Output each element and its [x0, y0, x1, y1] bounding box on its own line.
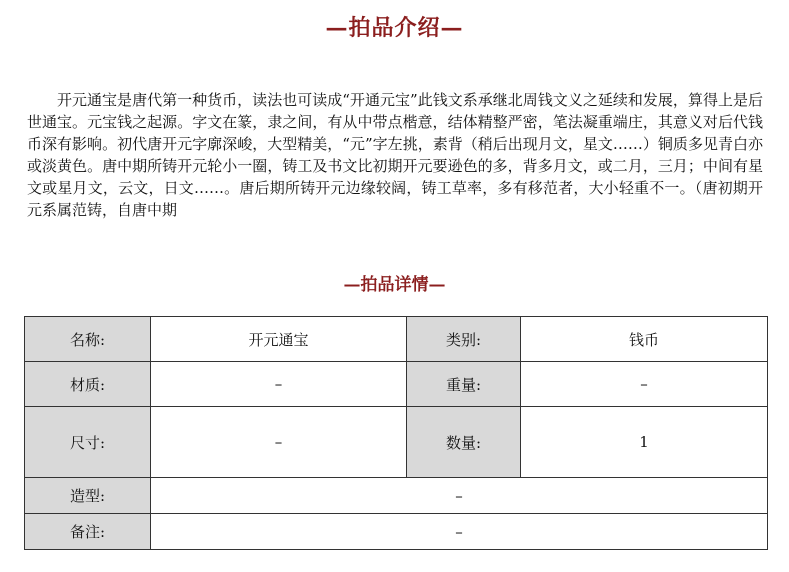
table-row	[25, 317, 768, 362]
category-label: 类别:	[407, 317, 521, 362]
table-row	[25, 362, 768, 407]
weight-value: –	[521, 362, 768, 407]
name-value: 开元通宝	[151, 317, 407, 362]
size-value: –	[151, 407, 407, 478]
notes-label: 备注:	[25, 514, 151, 550]
quantity-label: 数量:	[407, 407, 521, 478]
notes-value: –	[151, 514, 768, 550]
shape-value: –	[151, 478, 768, 514]
name-label: 名称:	[25, 317, 151, 362]
category-value: 钱币	[521, 317, 768, 362]
table-row	[25, 514, 768, 550]
weight-label: 重量:	[407, 362, 521, 407]
size-label: 尺寸:	[25, 407, 151, 478]
details-section-title: —拍品详情—	[343, 275, 446, 295]
page-title: —拍品介绍—	[325, 15, 464, 41]
quantity-value: 1	[521, 407, 768, 478]
material-value: –	[151, 362, 407, 407]
intro-paragraph: 开元通宝是唐代第一种货币，读法也可读成“开通元宝”此钱文系承继北周钱文义之延续和发展，算得上是后世通宝。元宝钱之起源。字文在篆，隶之间，有从中带点楷意，结体精整严密，笔法凝重端庄，其意义对后代钱币深有影响。初代唐开元字廓深峻，大型精美，“元”字左挑，素背（稍后出现月文，星文……）铜质多见青白亦或淡黄色。唐中期所铸开元轮小一圈，铸工及书文比初期开元要逊色的多，背多月文，或二月，三月；中间有星文或星月文，云文，日文……。唐后期所铸开元边缘较阔，铸工草率，多有移范者，大小轻重不一。（唐初期开元系属范铸，自唐中期	[27, 91, 763, 219]
table-row	[25, 407, 768, 478]
table-row	[25, 478, 768, 514]
shape-label: 造型:	[25, 478, 151, 514]
details-table	[24, 316, 768, 550]
material-label: 材质:	[25, 362, 151, 407]
